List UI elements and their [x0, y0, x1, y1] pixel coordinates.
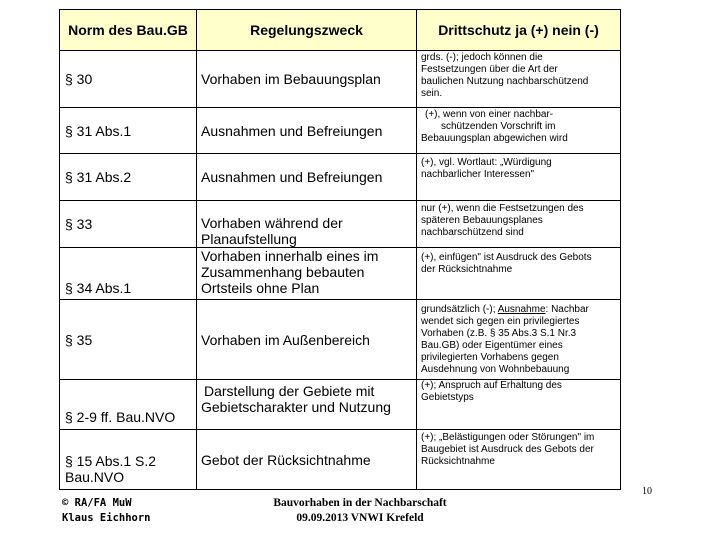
table-row	[60, 51, 621, 108]
purpose-line: Planaufstellung	[201, 231, 297, 247]
table-row	[60, 154, 621, 201]
norm-cell: § 35	[60, 300, 197, 380]
purpose-line: Zusammenhang bebauten	[201, 264, 365, 280]
purpose-cell	[197, 201, 417, 248]
header-norm: Norm des Bau.GB	[60, 10, 197, 51]
purpose-cell	[197, 51, 417, 108]
protection-cell	[417, 154, 621, 201]
table-row	[60, 300, 621, 380]
footer-event	[250, 496, 470, 526]
protection-line: grundsätzlich (-); Ausnahme: Nachbar	[421, 304, 589, 315]
norm-cell: § 31 Abs.2	[60, 154, 197, 201]
protection-line: Ausdehnung von Wohnbebauung	[421, 364, 570, 375]
protection-cell	[417, 108, 621, 154]
protection-line: nur (+), wenn die Festsetzungen des	[421, 203, 584, 214]
header-protection: Drittschutz ja (+) nein (-)	[417, 10, 621, 51]
norm-line: Bau.NVO	[65, 469, 125, 485]
protection-line: schützenden Vorschrift im	[441, 121, 556, 132]
footer-author	[62, 496, 151, 526]
purpose-text: Ausnahmen und Befreiungen	[201, 122, 383, 139]
protection-line: nachbarschützend sind	[421, 227, 524, 238]
protection-line: grds. (-); jedoch können die	[421, 52, 543, 63]
exception-term: Ausnahme	[497, 304, 546, 315]
purpose-text: Ausnahmen und Befreiungen	[201, 169, 383, 185]
footer-copyright: © RA/FA MuW	[62, 497, 132, 509]
protection-line: privilegierten Vorhabens gegen	[421, 352, 559, 363]
footer-name: Klaus Eichhorn	[62, 512, 151, 524]
protection-line: Rücksichtnahme	[421, 456, 495, 467]
protection-line: nachbarlicher Interessen"	[421, 169, 535, 180]
protection-cell	[417, 248, 621, 300]
protection-line: Gebietstyps	[421, 392, 474, 403]
protection-line: Vorhaben (z.B. § 35 Abs.3 S.1 Nr.3	[421, 328, 577, 339]
footer-date: 09.09.2013 VNWI Krefeld	[296, 512, 424, 524]
protection-cell	[417, 201, 621, 248]
protection-line: Bau.GB) oder Eigentümer eines	[421, 340, 563, 351]
protection-line: Festsetzungen über die Art der	[421, 64, 558, 75]
purpose-line: Vorhaben innerhalb eines im	[201, 248, 379, 264]
protection-line: (+), einfügen" ist Ausdruck des Gebots	[421, 252, 592, 263]
purpose-text: Vorhaben im Außenbereich	[201, 331, 370, 348]
table-row	[60, 380, 621, 430]
purpose-cell	[197, 108, 417, 154]
norm-cell: § 2-9 ff. Bau.NVO	[60, 380, 197, 430]
protection-line: (+); „Belästigungen oder Störungen" im	[421, 432, 595, 443]
purpose-text: Vorhaben im Bebauungsplan	[201, 71, 381, 87]
header-purpose: Regelungszweck	[197, 10, 417, 51]
table-row	[60, 108, 621, 154]
purpose-cell	[197, 430, 417, 490]
protection-cell	[417, 430, 621, 490]
norm-cell: § 33	[60, 201, 197, 248]
page-number: 10	[642, 486, 652, 497]
purpose-cell	[197, 248, 417, 300]
protection-line: Bebauungsplan abgewichen wird	[421, 133, 568, 144]
purpose-cell	[197, 154, 417, 201]
purpose-text: Gebot der Rücksichtnahme	[201, 451, 371, 468]
purpose-line: Vorhaben während der	[201, 215, 343, 231]
protection-line: wendet sich gegen ein privilegiertes	[421, 316, 580, 327]
protection-line: (+); Anspruch auf Erhaltung des	[421, 380, 562, 391]
protection-line: späteren Bebauungsplanes	[421, 215, 543, 226]
table-row	[60, 430, 621, 490]
norm-cell: § 31 Abs.1	[60, 108, 197, 154]
purpose-cell	[197, 300, 417, 380]
protection-cell	[417, 380, 621, 430]
norm-line: § 15 Abs.1 S.2	[65, 453, 157, 469]
protection-line: baulichen Nutzung nachbarschützend	[421, 76, 589, 87]
protection-line: sein.	[421, 88, 443, 99]
protection-line: Baugebiet ist Ausdruck des Gebots der	[421, 444, 594, 455]
purpose-line: Gebietscharakter und Nutzung	[201, 399, 391, 415]
protection-cell	[417, 300, 621, 380]
norms-table	[59, 9, 621, 490]
purpose-line: Ortsteils ohne Plan	[201, 280, 320, 296]
protection-line: (+), wenn von einer nachbar-	[425, 109, 554, 120]
norm-cell	[60, 430, 197, 490]
protection-line: der Rücksichtnahme	[421, 264, 513, 275]
norm-cell: § 30	[60, 51, 197, 108]
table-row	[60, 248, 621, 300]
purpose-cell	[197, 380, 417, 430]
table-row	[60, 201, 621, 248]
norm-cell: § 34 Abs.1	[60, 248, 197, 300]
table-header-row	[60, 10, 621, 51]
footer-title: Bauvorhaben in der Nachbarschaft	[273, 497, 447, 509]
purpose-line: Darstellung der Gebiete mit	[204, 383, 375, 399]
protection-cell	[417, 51, 621, 108]
protection-line: (+), vgl. Wortlaut: „Würdigung	[421, 157, 552, 168]
